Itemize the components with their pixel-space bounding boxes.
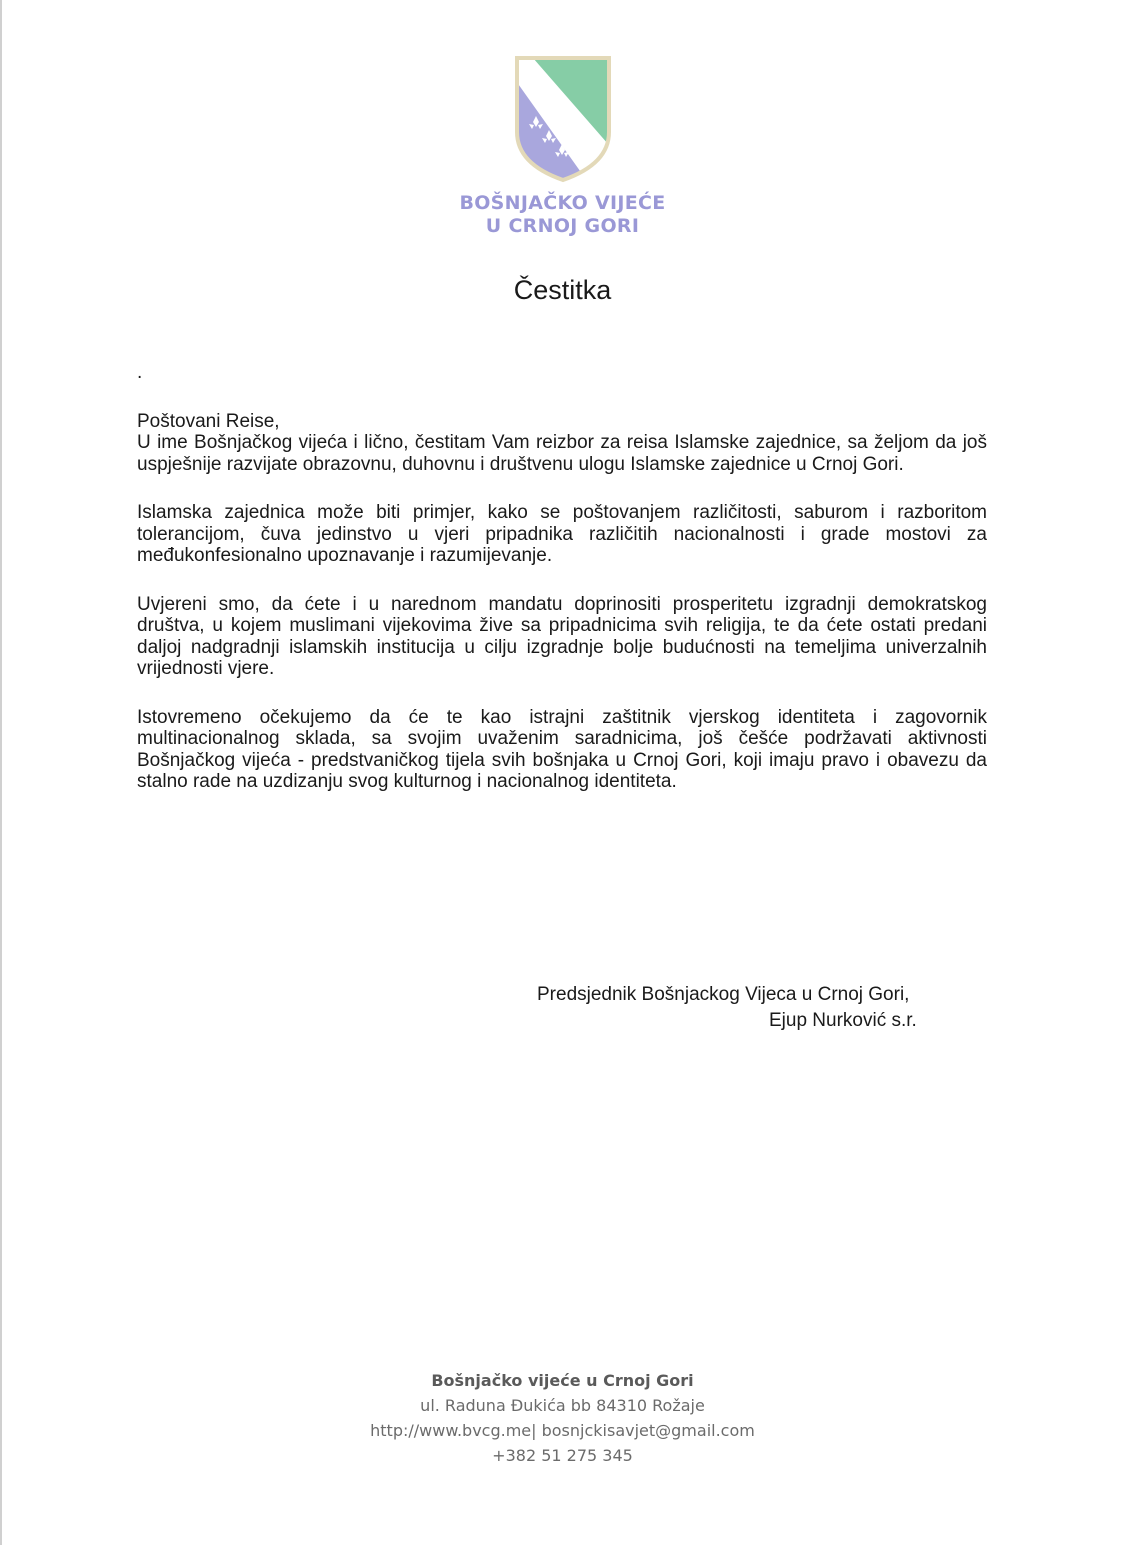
signature-name: Ejup Nurković s.r. <box>769 1010 917 1031</box>
paragraph-spacer <box>137 680 987 707</box>
letterhead-logo <box>0 52 1125 238</box>
footer-contact: http://www.bvcg.me| bosnjckisavjet@gmail.com <box>370 1421 755 1440</box>
logo-line-2: U CRNOJ GORI <box>485 215 640 237</box>
document-title: Čestitka <box>513 275 612 305</box>
letter-body <box>137 362 987 793</box>
paragraph-4: Istovremeno očekujemo da će te kao istrajni zaštitnik vjerskog identiteta i zagovornik multinacionalnog sklada, sa svojim uvaženim saradnicima, još češće podržavati aktivnosti Bošnjačkog vijeća - predstvaničkog tijela svih bošnjaka u Crnoj Gori, koji imaju pravo i obavezu da stalno rade na uzdizanju svog kulturnog i nacionalnog identiteta. <box>137 706 987 792</box>
paragraph-spacer <box>137 567 987 594</box>
dot-marker: . <box>137 362 143 383</box>
paragraph-3: Uvjereni smo, da ćete i u narednom mandatu doprinositi prosperitetu izgradnji demokratskog društva, u kojem muslimani vijekovima žive sa pripadnicima svih religija, te da ćete ostati predani daljoj nadgradnji islamskih institucija u cilju izgradnje bolje budućnosti na temeljima univerzalnih vrijednosti vjere. <box>137 593 987 679</box>
paragraph-1: U ime Bošnjačkog vijeća i lično, čestitam Vam reizbor za reisa Islamske zajednice, sa željom da još uspješnije razvijate obrazovnu, duhovnu i društvenu ulogu Islamske zajednice u Crnoj Gori. <box>137 432 987 475</box>
footer-address: ul. Raduna Đukića bb 84310 Rožaje <box>420 1396 705 1415</box>
signature-block <box>537 982 997 1034</box>
footer-phone: +382 51 275 345 <box>492 1446 633 1465</box>
signature-title: Predsjednik Bošnjackog Vijeca u Crnoj Gori, <box>537 984 910 1005</box>
salutation: Poštovani Reise, <box>137 410 280 432</box>
crest-icon <box>511 52 615 184</box>
letterhead-footer <box>0 1368 1125 1468</box>
organization-logo-text <box>0 192 1125 238</box>
footer-organization: Bošnjačko vijeće u Crnoj Gori <box>431 1371 694 1390</box>
paragraph-spacer <box>137 475 987 502</box>
paragraph-2: Islamska zajednica može biti primjer, kako se poštovanjem različitosti, saburom i razboritom tolerancijom, čuva jedinstvo u vjeri pripadnika različitih nacionalnosti i grade mostovi za međukonfesionalno upoznavanje i razumijevanje. <box>137 502 987 566</box>
logo-line-1: BOŠNJAČKO VIJEĆE <box>459 192 666 214</box>
